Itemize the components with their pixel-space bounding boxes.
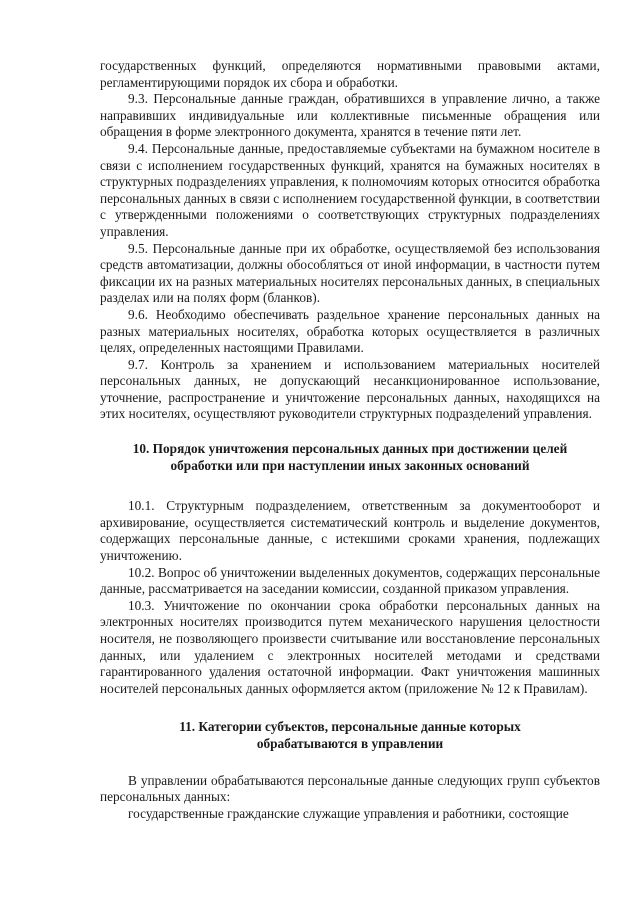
paragraph-9-6: 9.6. Необходимо обеспечивать раздельное хранение персональных данных на разных материальных носителях, обработка которых осуществляется в различных целях, определенных настоящими Правилами. [100, 306, 600, 356]
paragraph-11-intro: В управлении обрабатываются персональные данные следующих групп субъектов персональных данных: [100, 772, 600, 805]
paragraph-10-3: 10.3. Уничтожение по окончании срока обработки персональных данных на электронных носителях производится путем механического нарушения целостности носителя, не позволяющего произвести считывание или восстановление персональных данных, или удалением с электронных носителей методами и средствами гарантированного удаления остаточной информации. Факт уничтожения машинных носителей персональных данных оформляется актом (приложение № 12 к Правилам). [100, 597, 600, 696]
paragraph-9-3: 9.3. Персональные данные граждан, обратившихся в управление лично, а также направивших индивидуальные или коллективные письменные обращения или обращения в форме электронного документа, хранятся в течение пяти лет. [100, 91, 600, 140]
paragraph-9-5: 9.5. Персональные данные при их обработке, осуществляемой без использования средств автоматизации, должны обособляться от иной информации, в частности путем фиксации их на разных материальных носителях персональных данных, в специальных разделах или на полях форм (бланков). [100, 240, 600, 306]
section-10-heading: 10. Порядок уничтожения персональных данных при достижении целей обработки или при наступлении иных законных оснований [132, 441, 568, 473]
paragraph-9-7: 9.7. Контроль за хранением и использованием материальных носителей персональных данных, не допускающий несанкционированное использование, уточнение, распространение и уничтожение персональных данных, находящихся на этих носителях, осуществляют руководители структурных подразделений управления. [100, 356, 600, 422]
section-11-heading: 11. Категории субъектов, персональные данные которых обрабатываются в управлении [179, 719, 521, 751]
paragraph-10-2: 10.2. Вопрос об уничтожении выделенных документов, содержащих персональные данные, рассматривается на заседании комиссии, созданной приказом управления. [100, 564, 600, 597]
paragraph-10-1: 10.1. Структурным подразделением, ответственным за документооборот и архивирование, осуществляется систематический контроль и выделение документов, содержащих персональные данные, с истекшими сроками хранения, подлежащих уничтожению. [100, 498, 600, 564]
paragraph-9-4: 9.4. Персональные данные, предоставляемые субъектами на бумажном носителе в связи с исполнением государственных функций, хранятся на бумажных носителях в структурных подразделениях управления, к полномочиям которых относится обработка персональных данных в связи с исполнением государственной функции, в соответствии с утвержденными положениями о соответствующих структурных подразделениях управления. [100, 140, 600, 239]
paragraph-11-list-item: государственные гражданские служащие управления и работники, состоящие [128, 805, 569, 821]
paragraph-continuation: государственных функций, определяются нормативными правовыми актами, регламентирующими порядок их сбора и обработки. [100, 58, 600, 90]
